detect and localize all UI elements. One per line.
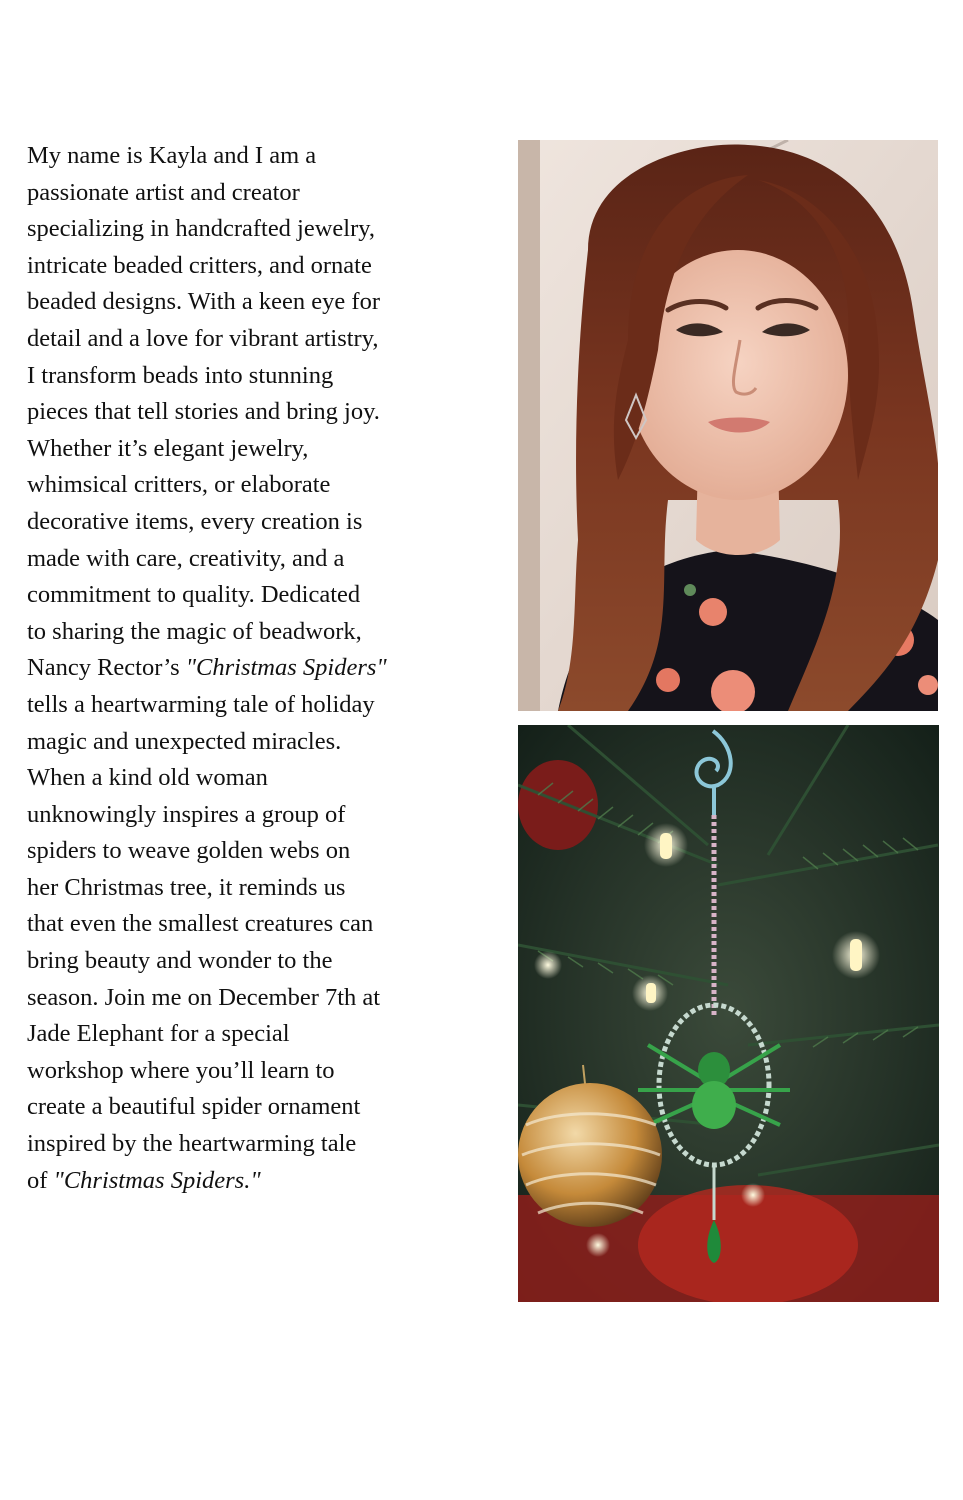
book-title: "Christmas Spiders." [53, 1166, 261, 1194]
bio-line: beaded designs. With a keen eye for [27, 288, 381, 316]
bio-line: that even the smallest creatures can [27, 910, 374, 938]
bio-line: Whether it’s elegant jewelry, [27, 434, 309, 462]
bio-line: passionate artist and creator [27, 178, 300, 206]
bio-line: whimsical critters, or elaborate [27, 471, 331, 499]
bio-line: Jade Elephant for a special [27, 1020, 290, 1048]
bio-line: My name is Kayla and I am a [27, 142, 317, 169]
portrait-photo [518, 140, 938, 711]
bio-line-prefix: of [27, 1166, 54, 1194]
bio-line: commitment to quality. Dedicated [27, 581, 361, 609]
bio-line: unknowingly inspires a group of [27, 800, 346, 828]
bio-line: When a kind old woman [27, 764, 268, 792]
bio-line: pieces that tell stories and bring joy. [27, 398, 380, 426]
bio-line: detail and a love for vibrant artistry, [27, 324, 379, 352]
portrait-illustration [518, 140, 938, 711]
bio-line: I transform beads into stunning [27, 361, 334, 389]
bio-line: intricate beaded critters, and ornate [27, 251, 372, 279]
ornament-photo [518, 725, 939, 1302]
bio-line: decorative items, every creation is [27, 507, 363, 535]
bio-line-book-title [27, 650, 472, 687]
bio-line: magic and unexpected miracles. [27, 727, 342, 755]
bio-line: specializing in handcrafted jewelry, [27, 215, 376, 243]
bio-line: spiders to weave golden webs on [27, 837, 351, 865]
bio-line: workshop where you’ll learn to [27, 1056, 335, 1084]
bio-line-prefix: Nancy Rector’s [27, 654, 186, 682]
bio-line: to sharing the magic of beadwork, [27, 617, 362, 645]
bio-text [27, 138, 472, 1199]
bio-line: inspired by the heartwarming tale [27, 1130, 357, 1158]
bio-line: tells a heartwarming tale of holiday [27, 690, 375, 718]
bio-line: season. Join me on December 7th at [27, 983, 381, 1011]
bio-line: create a beautiful spider ornament [27, 1093, 361, 1121]
ornament-illustration [518, 725, 939, 1302]
bio-line-book-title-end [27, 1163, 472, 1200]
bio-line: made with care, creativity, and a [27, 544, 345, 572]
bio-line: bring beauty and wonder to the [27, 947, 333, 975]
bio-line: her Christmas tree, it reminds us [27, 873, 346, 901]
book-title: "Christmas Spiders" [185, 654, 387, 682]
